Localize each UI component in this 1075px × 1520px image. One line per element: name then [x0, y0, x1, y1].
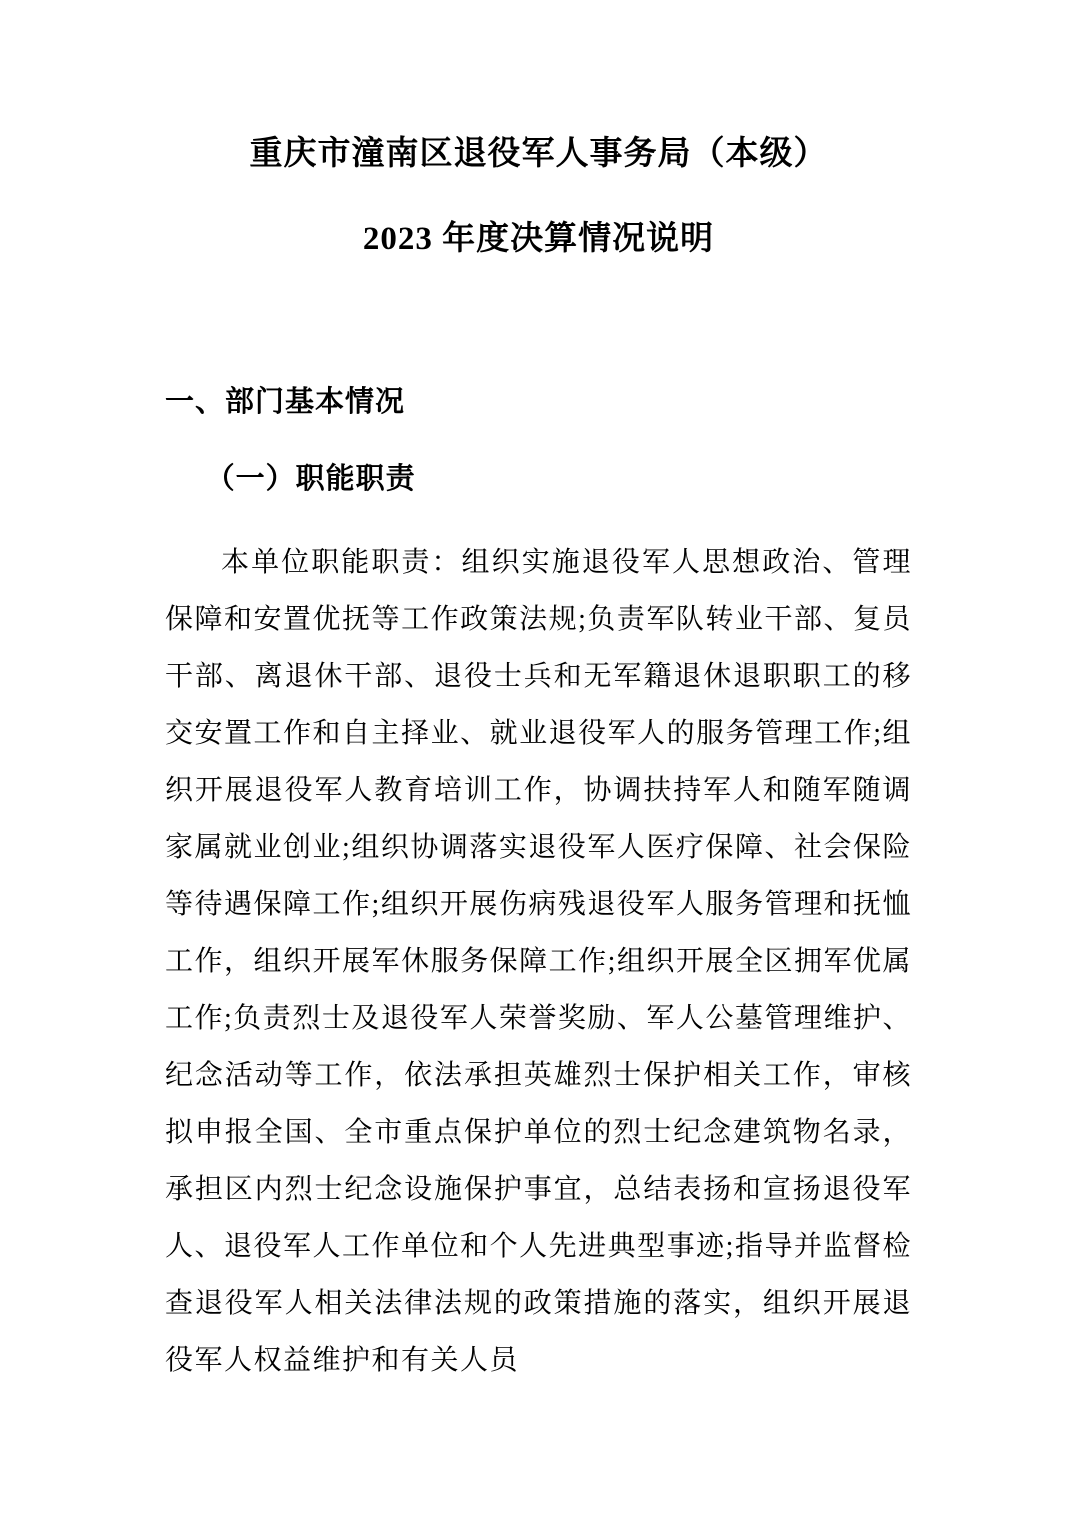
document-title-line1: 重庆市潼南区退役军人事务局（本级）	[249, 136, 828, 172]
body-paragraph-duties: 本单位职能职责：组织实施退役军人思想政治、管理保障和安置优抚等工作政策法规;负责军队转业干部、复员干部、离退休干部、退役士兵和无军籍退休退职职工的移交安置工作和自主择业、就业退役军人的服务管理工作;组织开展退役军人教育培训工作，协调扶持军人和随军随调家属就业创业;组织协调落实退役军人医疗保障、社会保险等待遇保障工作;组织开展伤病残退役军人服务管理和抚恤工作，组织开展军休服务保障工作;组织开展全区拥军优属工作;负责烈士及退役军人荣誉奖励、军人公墓管理维护、纪念活动等工作，依法承担英雄烈士保护相关工作，审核拟申报全国、全市重点保护单位的烈士纪念建筑物名录，承担区内烈士纪念设施保护事宜，总结表扬和宣扬退役军人、退役军人工作单位和个人先进典型事迹;指导并监督检查退役军人相关法律法规的政策措施的落实，组织开展退役军人权益维护和有关人员	[165, 547, 912, 1376]
section-heading-basic-info: 一、部门基本情况	[165, 386, 406, 418]
subsection-heading-duties: （一）职能职责	[205, 463, 416, 495]
document-title-line2: 2023 年度决算情况说明	[362, 221, 715, 257]
